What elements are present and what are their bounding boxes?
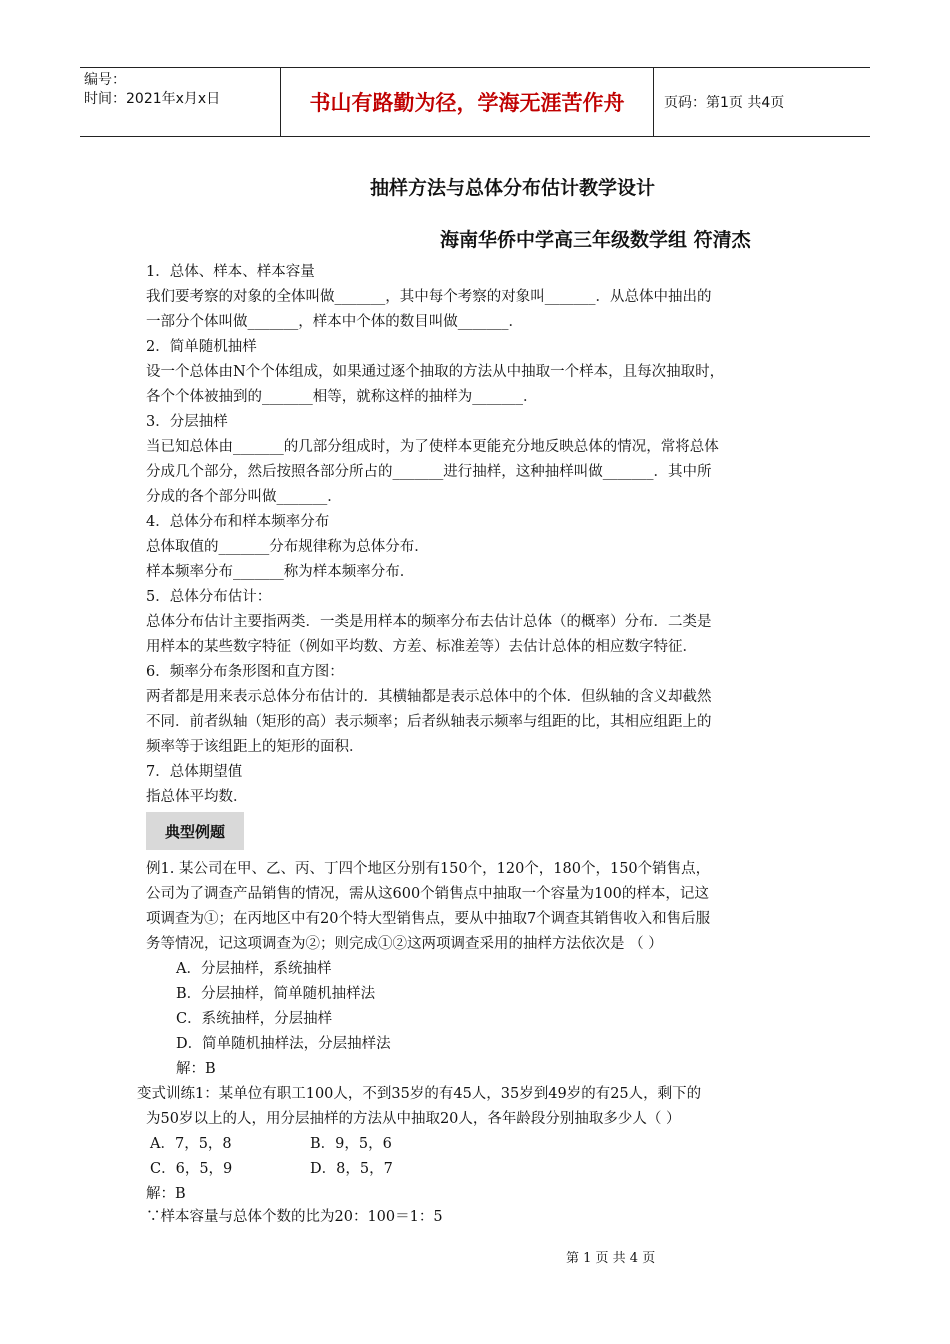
exercise-option: B．9，5，6 bbox=[310, 1136, 392, 1152]
example-option: A．分层抽样，系统抽样 bbox=[176, 961, 332, 977]
header-meta bbox=[80, 68, 280, 136]
text-line: 6．频率分布条形图和直方图： bbox=[146, 664, 344, 680]
text-line: 当已知总体由_______的几部分组成时，为了使样本更能充分地反映总体的情况，常将总体 bbox=[146, 439, 719, 455]
example-line: 务等情况，记这项调查为②；则完成①②这两项调查采用的抽样方法依次是 （ ） bbox=[146, 936, 663, 952]
text-line: 4．总体分布和样本频率分布 bbox=[146, 514, 330, 530]
header-motto: 书山有路勤为径，学海无涯苦作舟 bbox=[280, 68, 654, 136]
text-line: 7．总体期望值 bbox=[146, 764, 243, 780]
section-tag-typical-examples: 典型例题 bbox=[146, 812, 244, 850]
exercise-note: ∵样本容量与总体个数的比为20：100＝1：5 bbox=[146, 1209, 443, 1225]
text-line: 样本频率分布_______称为样本频率分布． bbox=[146, 564, 415, 580]
text-line: 指总体平均数． bbox=[146, 789, 248, 805]
example-answer: 解：B bbox=[176, 1061, 216, 1077]
page-footer: 第 1 页 共 4 页 bbox=[566, 1251, 656, 1266]
text-line: 5．总体分布估计： bbox=[146, 589, 272, 605]
exercise-option: D．8，5，7 bbox=[310, 1161, 393, 1177]
text-line: 总体分布估计主要指两类．一类是用样本的频率分布去估计总体（的概率）分布．二类是 bbox=[146, 614, 712, 630]
example-option: B．分层抽样，简单随机抽样法 bbox=[176, 986, 376, 1002]
header-time: 时间：2021年x月x日 bbox=[84, 91, 221, 107]
exercise-option: A．7，5，8 bbox=[150, 1136, 232, 1152]
text-line: 分成的各个部分叫做_______． bbox=[146, 489, 342, 505]
text-line: 1．总体、样本、样本容量 bbox=[146, 264, 315, 280]
text-line: 频率等于该组距上的矩形的面积． bbox=[146, 739, 364, 755]
text-line: 用样本的某些数字特征（例如平均数、方差、标准差等）去估计总体的相应数字特征． bbox=[146, 639, 697, 655]
text-line: 不同．前者纵轴（矩形的高）表示频率；后者纵轴表示频率与组距的比，其相应组距上的 bbox=[146, 714, 712, 730]
document-subtitle: 海南华侨中学高三年级数学组 符清杰 bbox=[440, 229, 751, 251]
header-number: 编号： bbox=[84, 72, 126, 88]
example-line: 公司为了调查产品销售的情况，需从这600个销售点中抽取一个容量为100的样本，记这 bbox=[146, 886, 709, 902]
example-line: 项调查为①；在丙地区中有20个特大型销售点，要从中抽取7个调查其销售收入和售后服 bbox=[146, 911, 711, 927]
text-line: 我们要考察的对象的全体叫做_______，其中每个考察的对象叫_______．从总体中抽出的 bbox=[146, 289, 712, 305]
example-option: D．简单随机抽样法，分层抽样法 bbox=[176, 1036, 391, 1052]
document-title: 抽样方法与总体分布估计教学设计 bbox=[370, 177, 656, 199]
example-line: 例1. 某公司在甲、乙、丙、丁四个地区分别有150个，120个，180个，150个销售点， bbox=[146, 861, 711, 877]
exercise-answer: 解：B bbox=[146, 1186, 186, 1202]
header-page-info: 页码：第1页 共4页 bbox=[664, 95, 785, 111]
text-line: 设一个总体由N个个体组成，如果通过逐个抽取的方法从中抽取一个样本，且每次抽取时， bbox=[146, 364, 725, 380]
text-line: 总体取值的_______分布规律称为总体分布． bbox=[146, 539, 429, 555]
exercise-option: C．6，5，9 bbox=[150, 1161, 233, 1177]
text-line: 一部分个体叫做_______，样本中个体的数目叫做_______． bbox=[146, 314, 523, 330]
exercise-line: 变式训练1：某单位有职工100人，不到35岁的有45人，35岁到49岁的有25人，剩下的 bbox=[137, 1086, 702, 1102]
text-line: 各个个体被抽到的_______相等，就称这样的抽样为_______． bbox=[146, 389, 538, 405]
page-header bbox=[80, 67, 870, 137]
example-option: C．系统抽样，分层抽样 bbox=[176, 1011, 333, 1027]
text-line: 分成几个部分，然后按照各部分所占的_______进行抽样，这种抽样叫做_______．其中所 bbox=[146, 464, 712, 480]
text-line: 两者都是用来表示总体分布估计的．其横轴都是表示总体中的个体．但纵轴的含义却截然 bbox=[146, 689, 712, 705]
exercise-line: 为50岁以上的人，用分层抽样的方法从中抽取20人，各年龄段分别抽取多少人（ ） bbox=[146, 1111, 681, 1127]
text-line: 3．分层抽样 bbox=[146, 414, 228, 430]
text-line: 2．简单随机抽样 bbox=[146, 339, 257, 355]
